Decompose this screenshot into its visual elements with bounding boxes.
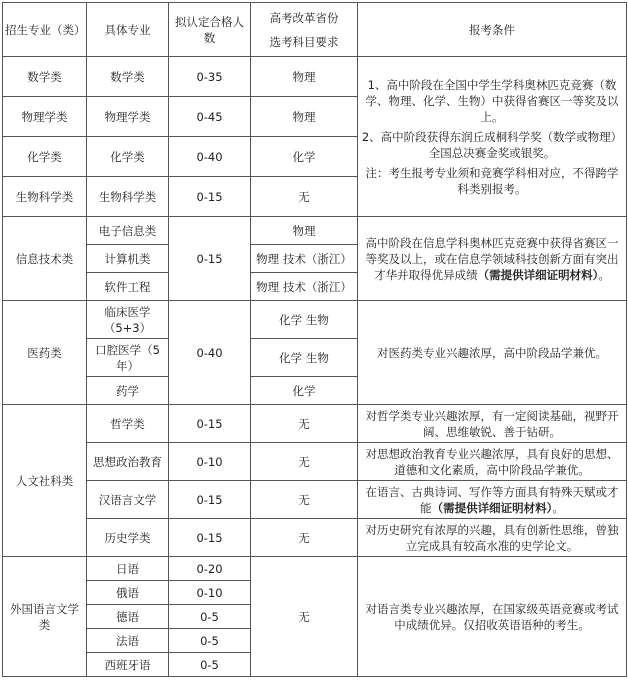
proof-note: （需提供详细证明材料） (477, 267, 599, 282)
table-row (3, 519, 627, 557)
condition-end: 。 (598, 267, 610, 282)
major-cell: 口腔医学（5年） (87, 339, 169, 377)
condition-text: 2、高中阶段获得东润丘成桐科学奖（数学或物理）全国总决赛金奖或银奖。 (361, 129, 623, 160)
header-subjects-line1: 高考改革省份 (269, 10, 339, 25)
subject-cell: 物理 (251, 217, 358, 245)
major-cell: 临床医学（5+3） (87, 301, 169, 339)
score-cell: 0-40 (169, 137, 251, 177)
header-subjects (251, 3, 358, 57)
subject-cell: 无 (251, 405, 358, 443)
major-cell: 西班牙语 (87, 653, 169, 677)
major-cell: 法语 (87, 629, 169, 653)
history-conditions-cell: 对历史研究有浓厚的兴趣，具有创新性思维，曾独立完成具有较高水准的史学论文。 (358, 519, 627, 557)
subject-cell: 无 (251, 519, 358, 557)
condition-text: 高中阶段在信息学科奥林匹克竞赛中获得省赛区一等奖及以上，或在信息学领域科技创新方面有突出才华并取得优异成绩 (365, 235, 619, 282)
score-cell: 0-15 (169, 481, 251, 519)
category-cell: 人文社科类 (3, 405, 87, 557)
major-cell: 软件工程 (87, 273, 169, 301)
category-cell: 医药类 (3, 301, 87, 405)
major-cell: 物理学类 (87, 97, 169, 137)
category-cell: 数学类 (3, 57, 87, 97)
chinese-conditions-cell (358, 481, 627, 519)
category-cell: 生物科学类 (3, 177, 87, 217)
table-row (3, 481, 627, 519)
header-conditions: 报考条件 (358, 3, 627, 57)
politics-conditions-cell: 对思想政治教育专业兴趣浓厚，具有良好的思想、道德和文化素质，高中阶段品学兼优。 (358, 443, 627, 481)
major-cell: 俄语 (87, 581, 169, 605)
subject-cell: 物理 技术（浙江） (251, 273, 358, 301)
score-cell: 0-5 (169, 653, 251, 677)
category-cell: 外国语言文学类 (3, 557, 87, 677)
score-cell: 0-40 (169, 301, 251, 405)
score-cell: 0-5 (169, 605, 251, 629)
admissions-table (2, 2, 627, 677)
subject-cell: 物理 技术（浙江） (251, 245, 358, 273)
category-cell: 物理学类 (3, 97, 87, 137)
philosophy-conditions-cell: 对哲学类专业兴趣浓厚，有一定阅读基础，视野开阔、思维敏锐、善于钻研。 (358, 405, 627, 443)
header-score: 拟认定合格人数 (169, 3, 251, 57)
major-cell: 历史学类 (87, 519, 169, 557)
score-cell: 0-35 (169, 57, 251, 97)
score-cell: 0-45 (169, 97, 251, 137)
major-cell: 思想政治教育 (87, 443, 169, 481)
header-major: 具体专业 (87, 3, 169, 57)
major-cell: 汉语言文学 (87, 481, 169, 519)
subject-cell: 化学 生物 (251, 339, 358, 377)
major-cell: 计算机类 (87, 245, 169, 273)
subject-cell: 无 (251, 177, 358, 217)
table-row (3, 217, 627, 245)
subject-cell: 化学 (251, 377, 358, 405)
subject-cell: 化学 (251, 137, 358, 177)
lang-conditions-cell: 对语言类专业兴趣浓厚，在国家级英语竞赛或考试中成绩优异。仅招收英语语种的考生。 (358, 557, 627, 677)
category-cell: 信息技术类 (3, 217, 87, 301)
score-cell: 0-15 (169, 177, 251, 217)
major-cell: 数学类 (87, 57, 169, 97)
condition-end: 。 (552, 500, 564, 515)
major-cell: 药学 (87, 377, 169, 405)
condition-text: 在语言、古典诗词、写作等方面具有特殊天赋或才能 (365, 484, 619, 515)
score-cell: 0-10 (169, 443, 251, 481)
table-row (3, 57, 627, 97)
table-row (3, 443, 627, 481)
condition-text: 1、高中阶段在全国中学生学科奥林匹克竞赛（数学、物理、化学、生物）中获得省赛区一等奖及以上。 (365, 77, 619, 124)
score-cell: 0-15 (169, 405, 251, 443)
score-cell: 0-15 (169, 217, 251, 301)
med-conditions-cell: 对医药类专业兴趣浓厚，高中阶段品学兼优。 (358, 301, 627, 405)
score-cell: 0-15 (169, 519, 251, 557)
major-cell: 日语 (87, 557, 169, 581)
score-cell: 0-20 (169, 557, 251, 581)
category-cell: 化学类 (3, 137, 87, 177)
header-subjects-line2: 选考科目要求 (269, 34, 339, 49)
subject-cell: 无 (251, 443, 358, 481)
subject-cell: 化学 生物 (251, 301, 358, 339)
major-cell: 电子信息类 (87, 217, 169, 245)
table-row (3, 557, 627, 581)
table-row (3, 301, 627, 339)
proof-note: （需提供详细证明材料） (431, 500, 553, 515)
header-row (3, 3, 627, 57)
header-category: 招生专业（类） (3, 3, 87, 57)
science-conditions-cell (358, 57, 627, 217)
major-cell: 化学类 (87, 137, 169, 177)
major-cell: 德语 (87, 605, 169, 629)
table-row (3, 405, 627, 443)
subject-cell: 无 (251, 557, 358, 677)
subject-cell: 物理 (251, 57, 358, 97)
major-cell: 生物科学类 (87, 177, 169, 217)
condition-text: 注：考生报考专业须和竞赛学科相对应，不得跨学科类别报考。 (365, 165, 619, 196)
subject-cell: 无 (251, 481, 358, 519)
score-cell: 0-5 (169, 629, 251, 653)
score-cell: 0-10 (169, 581, 251, 605)
info-conditions-cell (358, 217, 627, 301)
major-cell: 哲学类 (87, 405, 169, 443)
subject-cell: 物理 (251, 97, 358, 137)
